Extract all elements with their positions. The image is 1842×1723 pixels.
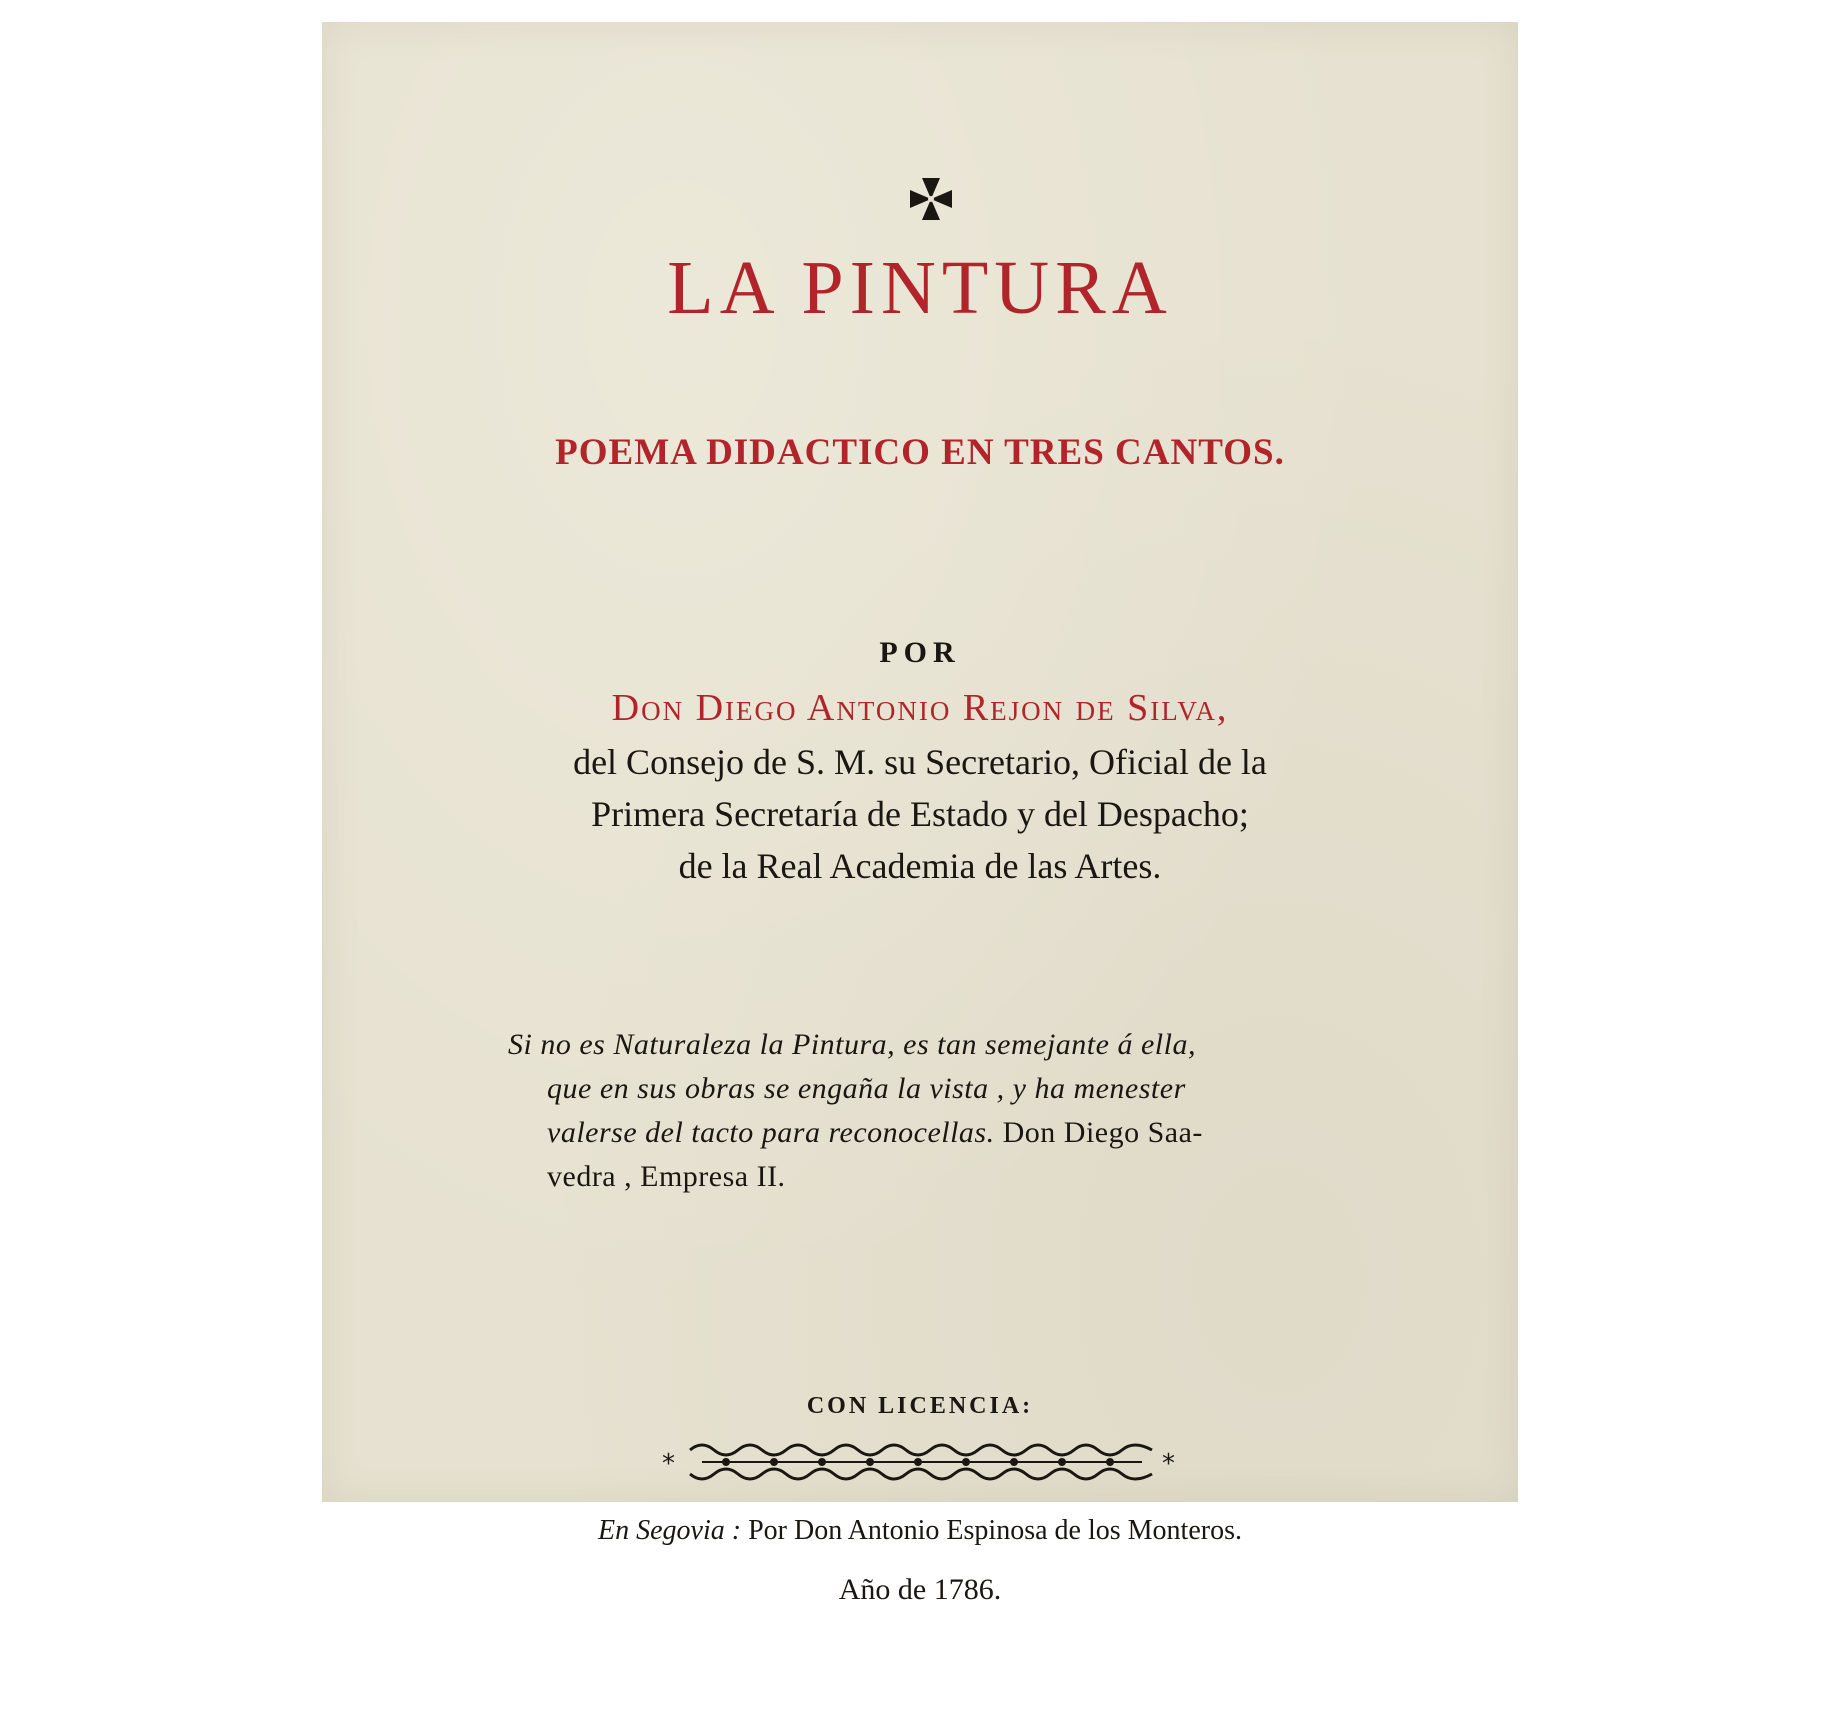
imprint-year: Año de 1786. xyxy=(838,1573,1002,1606)
decorative-scroll-rule xyxy=(662,1432,1182,1492)
epigraph-attribution-1: Don Diego Saa- xyxy=(1002,1116,1203,1149)
subtitle: POEMA DIDACTICO EN TRES CANTOS. xyxy=(555,432,1285,473)
epigraph-line-3-wrapper xyxy=(547,1118,1203,1148)
svg-text:*: * xyxy=(1162,1449,1175,1479)
title-page xyxy=(322,22,1518,1606)
byline: POR xyxy=(879,636,961,669)
page-title: LA PINTURA xyxy=(667,246,1173,330)
epigraph-line-1: Si no es Naturaleza la Pintura, es tan semejante á ella, xyxy=(508,1028,1196,1061)
license-line: CON LICENCIA: xyxy=(806,1393,1034,1419)
epigraph-line-3: valerse del tacto para reconocellas. xyxy=(547,1116,995,1149)
imprint-place: En Segovia : xyxy=(598,1515,742,1546)
maltese-cross-icon xyxy=(906,174,956,224)
imprint xyxy=(322,1517,1518,1545)
epigraph-attribution-2: vedra , Empresa II. xyxy=(547,1160,786,1193)
epigraph-line-2: que en sus obras se engaña la vista , y ha menester xyxy=(547,1072,1186,1105)
author-name: Don Diego Antonio Rejon de Silva, xyxy=(611,687,1229,729)
author-bio-line-2: Primera Secretaría de Estado y del Despacho; xyxy=(591,794,1249,834)
author-bio-line-3: de la Real Academia de las Artes. xyxy=(678,846,1162,886)
svg-text:*: * xyxy=(662,1449,675,1479)
imprint-printer: Por Don Antonio Espinosa de los Monteros. xyxy=(748,1515,1242,1546)
author-bio-line-1: del Consejo de S. M. su Secretario, Oficial de la xyxy=(573,742,1267,782)
